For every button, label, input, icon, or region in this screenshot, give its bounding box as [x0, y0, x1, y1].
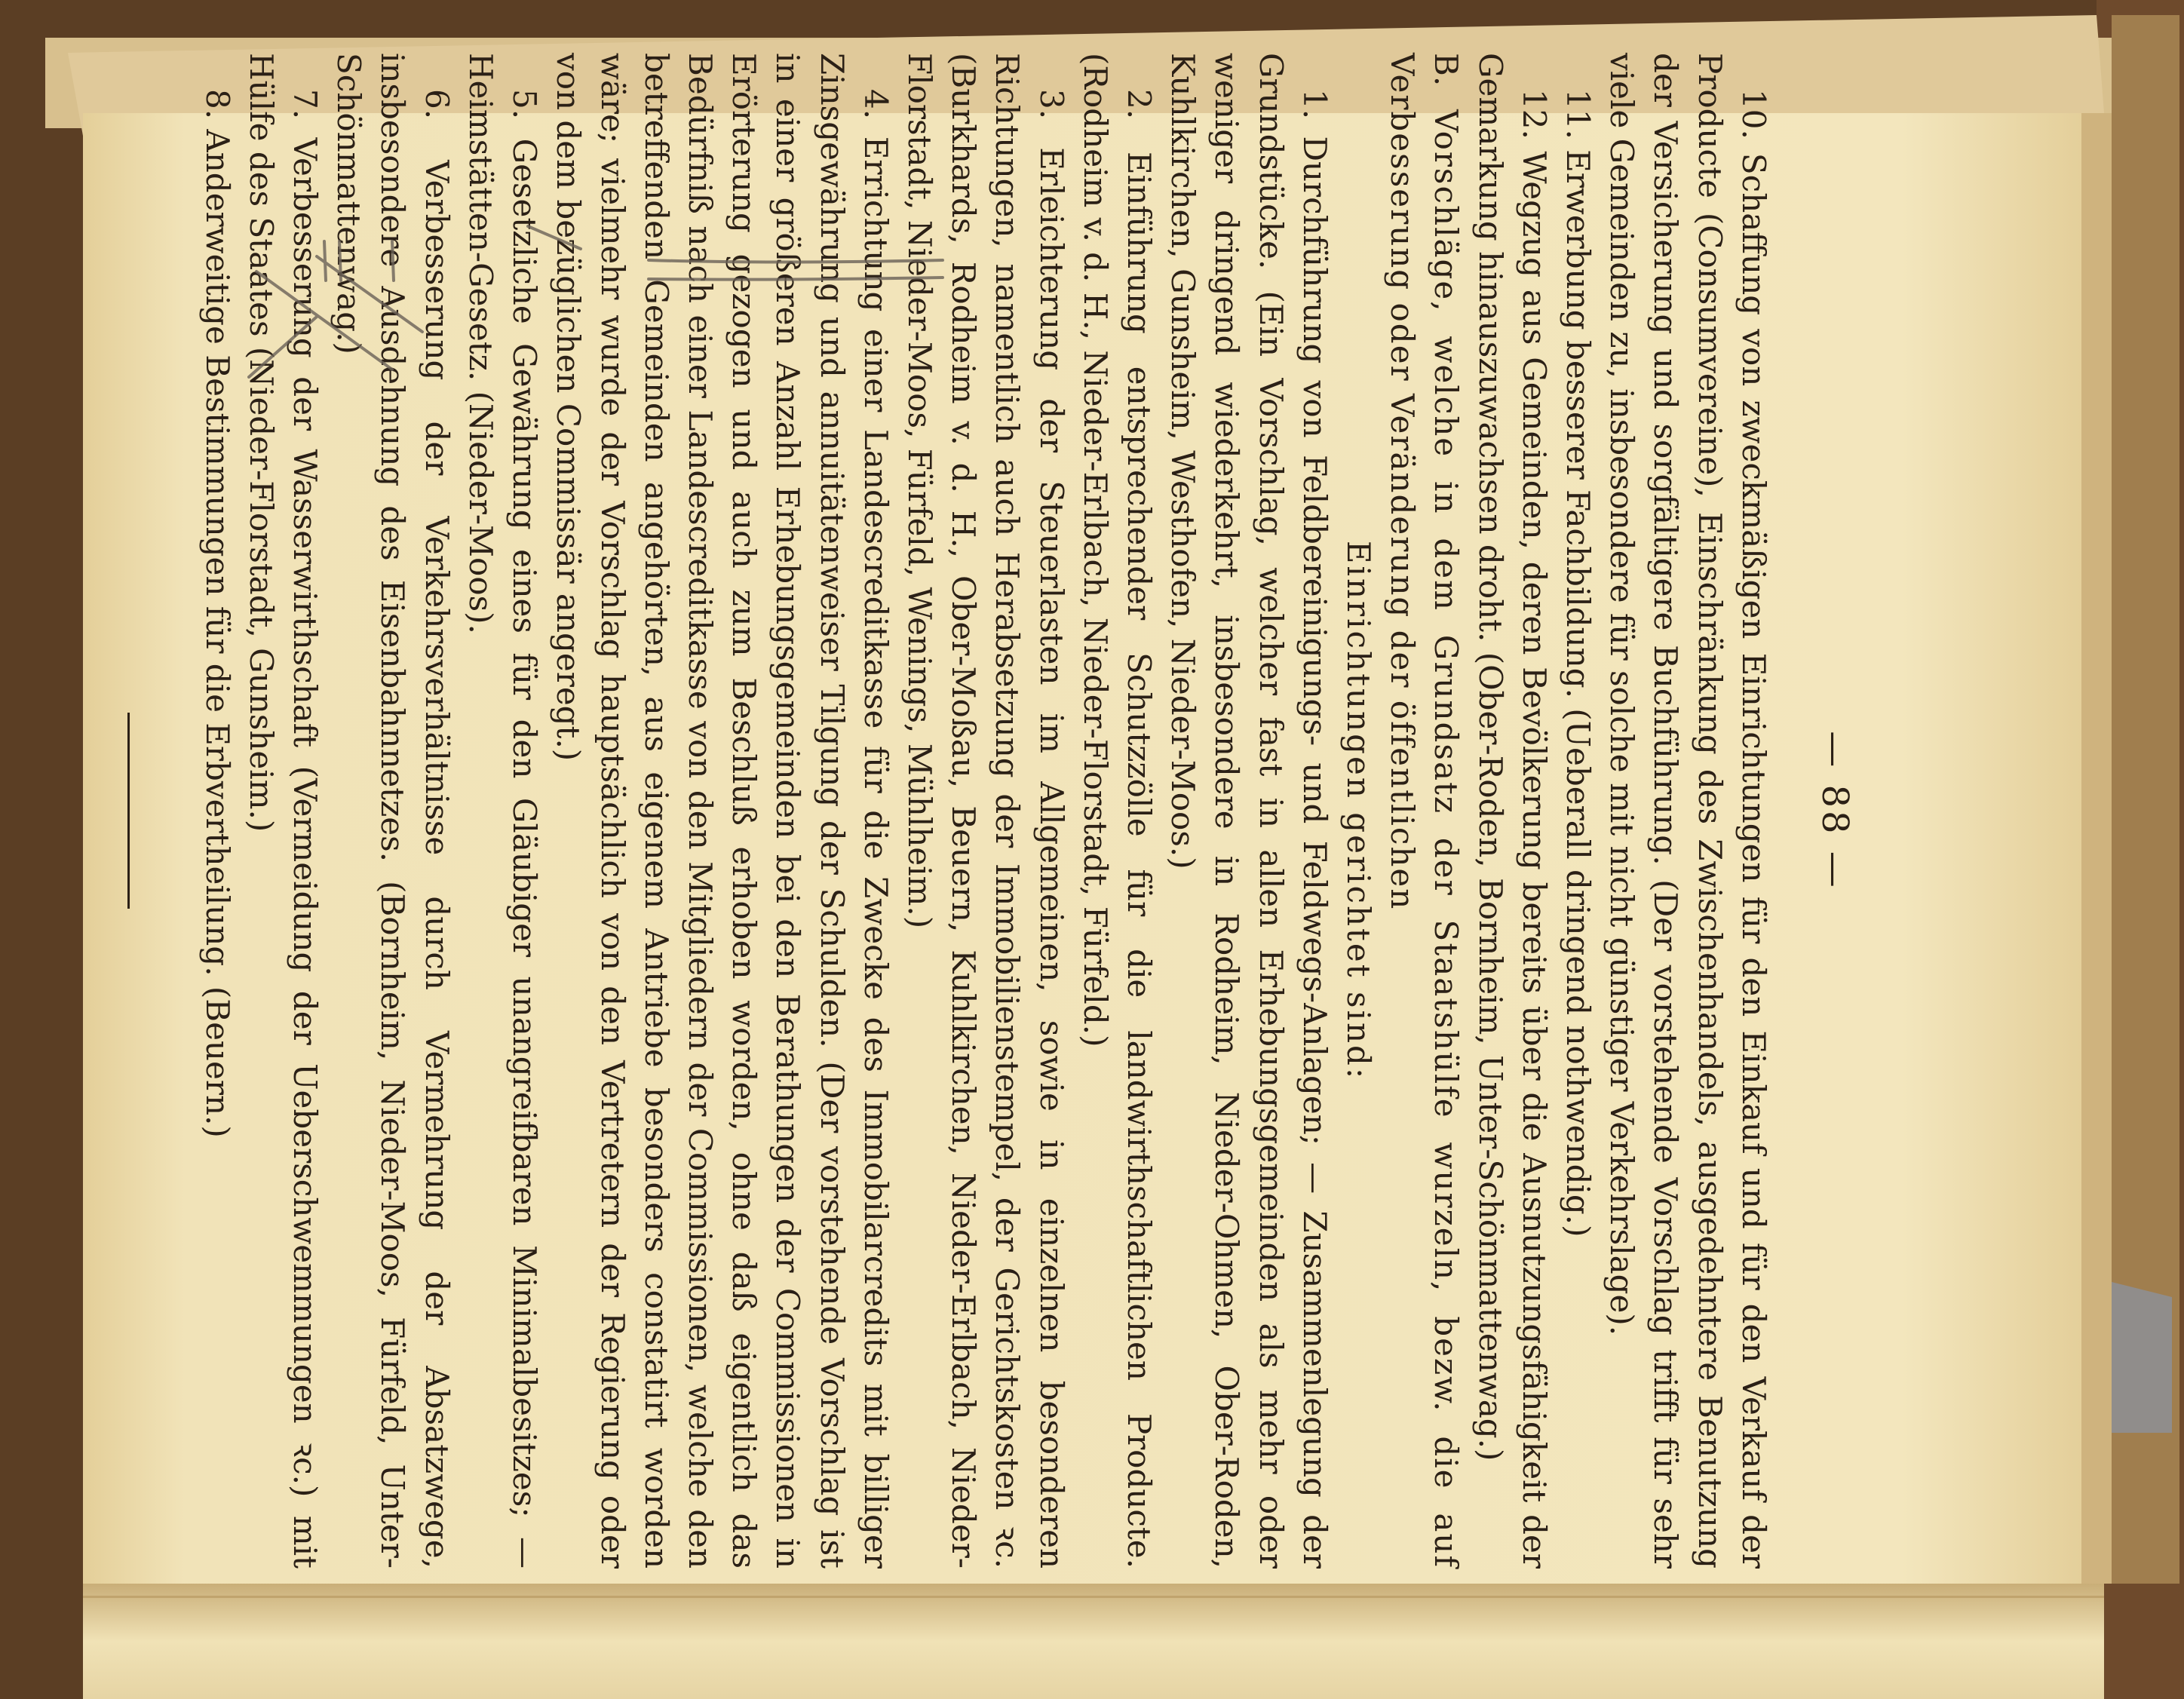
item-b2: 2. Einführung entsprechender Schutzzölle für die landwirthschaftlichen Producte. (Rodheim v. d. H., Nieder-Erlbach, Nieder-Florstadt, Fürfeld.) [1076, 53, 1158, 1569]
page-number: — 88 — [1814, 731, 1856, 891]
section-b-intro [1380, 53, 1468, 1569]
item-b1: 1. Durchführung von Feldbereinigungs- und Feldwegs-Anlagen; — Zusammenlegung der Grundstücke. (Ein Vorschlag, welcher fast in allen Erhebungsgemeinden als mehr oder weniger dringend wiederkehrt, insbesondere in Rodheim, Nieder-Ohmen, Ober-Roden, Kuhlkirchen, Gunsheim, Westhofen, Nieder-Moos.) [1164, 53, 1333, 1569]
right-page-edge [2081, 113, 2112, 1584]
item-b5: 5. Gesetzliche Gewährung eines für den Gläubiger unangreifbaren Minimalbesitzes; — Heimstätten-Gesetz. (Nieder-Moos). [462, 53, 544, 1569]
page-text-block [0, 53, 1857, 1569]
paragraph-10: 10. Schaffung von zweckmäßigen Einrichtungen für den Einkauf und für den Verkauf der Producte (Consumvereine), Einschränkung des Zwischenhandels, ausgedehntere Benutzung der Versicherung und sorgfältigere Buchführung. (Der vorstehende Vorschlag trifft für sehr viele Gemeinden zu, insbesondere für solche mit nicht günstiger Verkehrslage). [1603, 53, 1772, 1569]
corner-tab [2112, 1282, 2172, 1433]
gutter-line [83, 1596, 2104, 1598]
paragraph-11: 11. Erwerbung besserer Fachbildung. (Ueberall dringend nothwendig.) [1559, 89, 1597, 1237]
section-b-heading: Vorschläge, welche in dem Grundsatz der Staatshülfe wurzeln, bezw. die auf Verbesserung oder Veränderung der öffentlichen [1384, 53, 1465, 1569]
section-b-centered-line: Einrichtungen gerichtet sind: [1339, 540, 1377, 1081]
item-b6: 6. Verbesserung der Verkehrsverhältnisse durch Vermehrung der Absatzwege, insbesondere Ausdehnung des Eisenbahnnetzes. (Bornheim, Nieder-Moos, Fürfeld, Unter-Schönmattenwag.) [330, 53, 456, 1569]
paragraph-12: 12. Wegzug aus Gemeinden, deren Bevölkerung bereits über die Ausnutzungsfähigkeit der Gemarkung hinauszuwachsen droht. (Ober-Roden, Bornheim, Unter-Schönmattenwag.) [1471, 53, 1553, 1569]
item-b3: 3. Erleichterung der Steuerlasten im Allgemeinen, sowie in einzelnen besonderen Richtungen, namentlich auch Herabsetzung der Immobilienstempel, der Gerichtskosten ꝛc. (Burkhards, Rodheim v. d. H., Ober-Moßau, Beuern, Kuhlkirchen, Nieder-Erlbach, Nieder-Florstadt, Nieder-Moos, Fürfeld, Wenings, Mühlheim.) [900, 53, 1070, 1569]
item-b8: 8. Anderweitige Bestimmungen für die Erbvertheilung. (Beuern.) [198, 89, 236, 1138]
section-b-letter: B. [1428, 53, 1465, 87]
item-b7: 7. Verbesserung der Wasserwirthschaft (Vermeidung der Ueberschwemmungen ꝛc.) mit Hülfe des Staates (Nieder-Florstadt, Gunsheim.) [242, 53, 324, 1569]
gutter [83, 1584, 2104, 1699]
item-b4: 4. Errichtung einer Landescreditkasse für die Zwecke des Immobilarcredits mit billiger Zinsgewährung und annuitätenweiser Tilgung der Schulden. (Der vorstehende Vorschlag ist in einer größeren Anzahl Erhebungsgemeinden bei den Berathungen der Commissionen in Erörterung gezogen und auch zum Beschluß erhoben worden, ohne daß eigentlich das Bedürfniß nach einer Landescreditkasse von den Mitgliedern der Commissionen, welche den betreffenden Gemeinden angehörten, aus eigenem Antriebe besonders constatirt worden wäre; vielmehr wurde der Vorschlag hauptsächlich von den Vertretern der Regierung oder von dem bezüglichen Commissär angeregt.) [550, 53, 894, 1569]
closing-rule [127, 713, 130, 909]
